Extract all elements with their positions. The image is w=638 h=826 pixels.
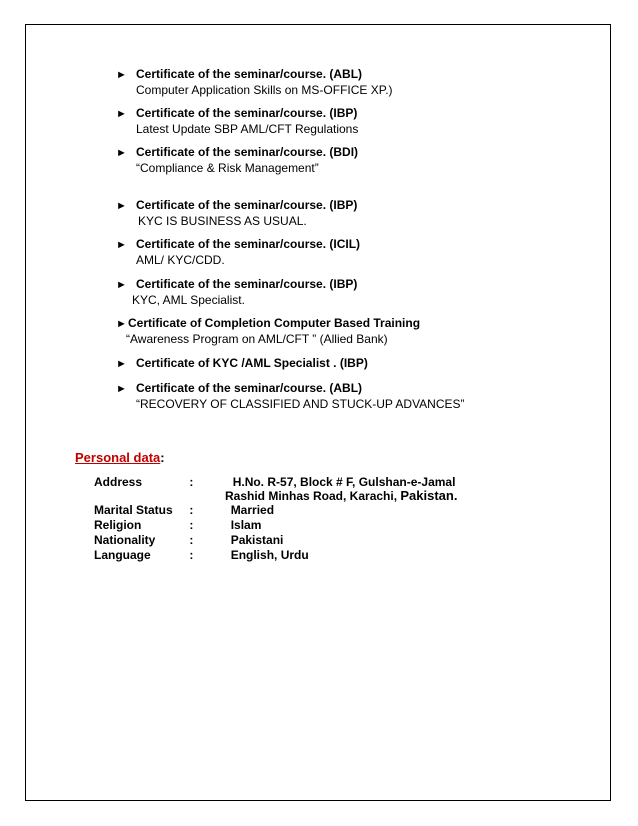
arrow-bullet-icon: ► — [116, 279, 127, 291]
heading-colon: : — [160, 450, 165, 465]
nationality-row — [94, 533, 283, 548]
certificate-subtitle: Latest Update SBP AML/CFT Regulations — [136, 122, 359, 136]
arrow-bullet-icon: ► — [116, 318, 127, 330]
page-border — [25, 24, 611, 801]
certificate-item — [116, 237, 360, 268]
certificate-subtitle: “Compliance & Risk Management” — [136, 161, 319, 175]
certificate-subtitle: Computer Application Skills on MS-OFFICE XP.) — [136, 83, 393, 97]
row-colon: : — [189, 475, 194, 489]
row-colon: : — [189, 533, 194, 547]
row-colon: : — [189, 518, 194, 532]
certificate-title: ► Certificate of the seminar/course. (IBP) — [116, 106, 358, 120]
certificate-title: ► Certificate of the seminar/course. (ICIL) — [116, 237, 361, 251]
certificate-title: ► Certificate of the seminar/course. (ABL) — [116, 381, 363, 395]
address-label: Address — [94, 475, 143, 489]
religion-label: Religion — [94, 518, 142, 532]
certificate-subtitle: KYC, AML Specialist. — [132, 293, 245, 307]
certificate-subtitle: “RECOVERY OF CLASSIFIED AND STUCK-UP ADVANCES” — [136, 397, 465, 411]
arrow-bullet-icon: ► — [116, 358, 127, 370]
certificate-item — [116, 145, 358, 176]
certificate-title: ► Certificate of the seminar/course. (BDI) — [116, 145, 359, 159]
address-value-line1: H.No. R-57, Block # F, Gulshan-e-Jamal — [232, 475, 456, 489]
certificate-item — [116, 356, 368, 372]
arrow-bullet-icon: ► — [116, 147, 127, 159]
nationality-value: Pakistani — [230, 533, 284, 547]
certificate-item — [116, 106, 358, 137]
certificate-title: ►Certificate of Completion Computer Based Training — [116, 316, 421, 330]
certificate-item — [116, 316, 420, 347]
nationality-label: Nationality — [94, 533, 156, 547]
row-colon: : — [189, 548, 194, 562]
arrow-bullet-icon: ► — [116, 239, 127, 251]
certificate-title: ► Certificate of the seminar/course. (ABL) — [116, 67, 363, 81]
arrow-bullet-icon: ► — [116, 200, 127, 212]
marital-status-value: Married — [230, 503, 275, 517]
row-colon: : — [189, 503, 194, 517]
language-label: Language — [94, 548, 151, 562]
personal-data-heading — [75, 450, 165, 465]
certificate-title: ► Certificate of KYC /AML Specialist . (IBP) — [116, 356, 368, 370]
certificate-item — [116, 277, 357, 308]
certificate-item — [116, 198, 357, 229]
personal-data-title: Personal data — [75, 450, 161, 465]
arrow-bullet-icon: ► — [116, 69, 127, 81]
arrow-bullet-icon: ► — [116, 108, 127, 120]
language-value: English, Urdu — [230, 548, 309, 562]
religion-row — [94, 518, 261, 533]
certificate-title: ► Certificate of the seminar/course. (IBP) — [116, 198, 358, 212]
certificate-item — [116, 381, 465, 412]
marital-status-row — [94, 503, 274, 518]
certificate-subtitle: AML/ KYC/CDD. — [136, 253, 225, 267]
language-row — [94, 548, 309, 563]
certificate-item — [116, 67, 393, 98]
marital-status-label: Marital Status — [94, 503, 173, 517]
certificate-title: ► Certificate of the seminar/course. (IBP) — [116, 277, 358, 291]
certificate-subtitle: KYC IS BUSINESS AS USUAL. — [138, 214, 307, 228]
certificate-subtitle: “Awareness Program on AML/CFT ” (Allied Bank) — [126, 332, 388, 346]
religion-value: Islam — [230, 518, 262, 532]
arrow-bullet-icon: ► — [116, 383, 127, 395]
address-value-line2: Rashid Minhas Road, Karachi, Pakistan. — [225, 488, 458, 503]
